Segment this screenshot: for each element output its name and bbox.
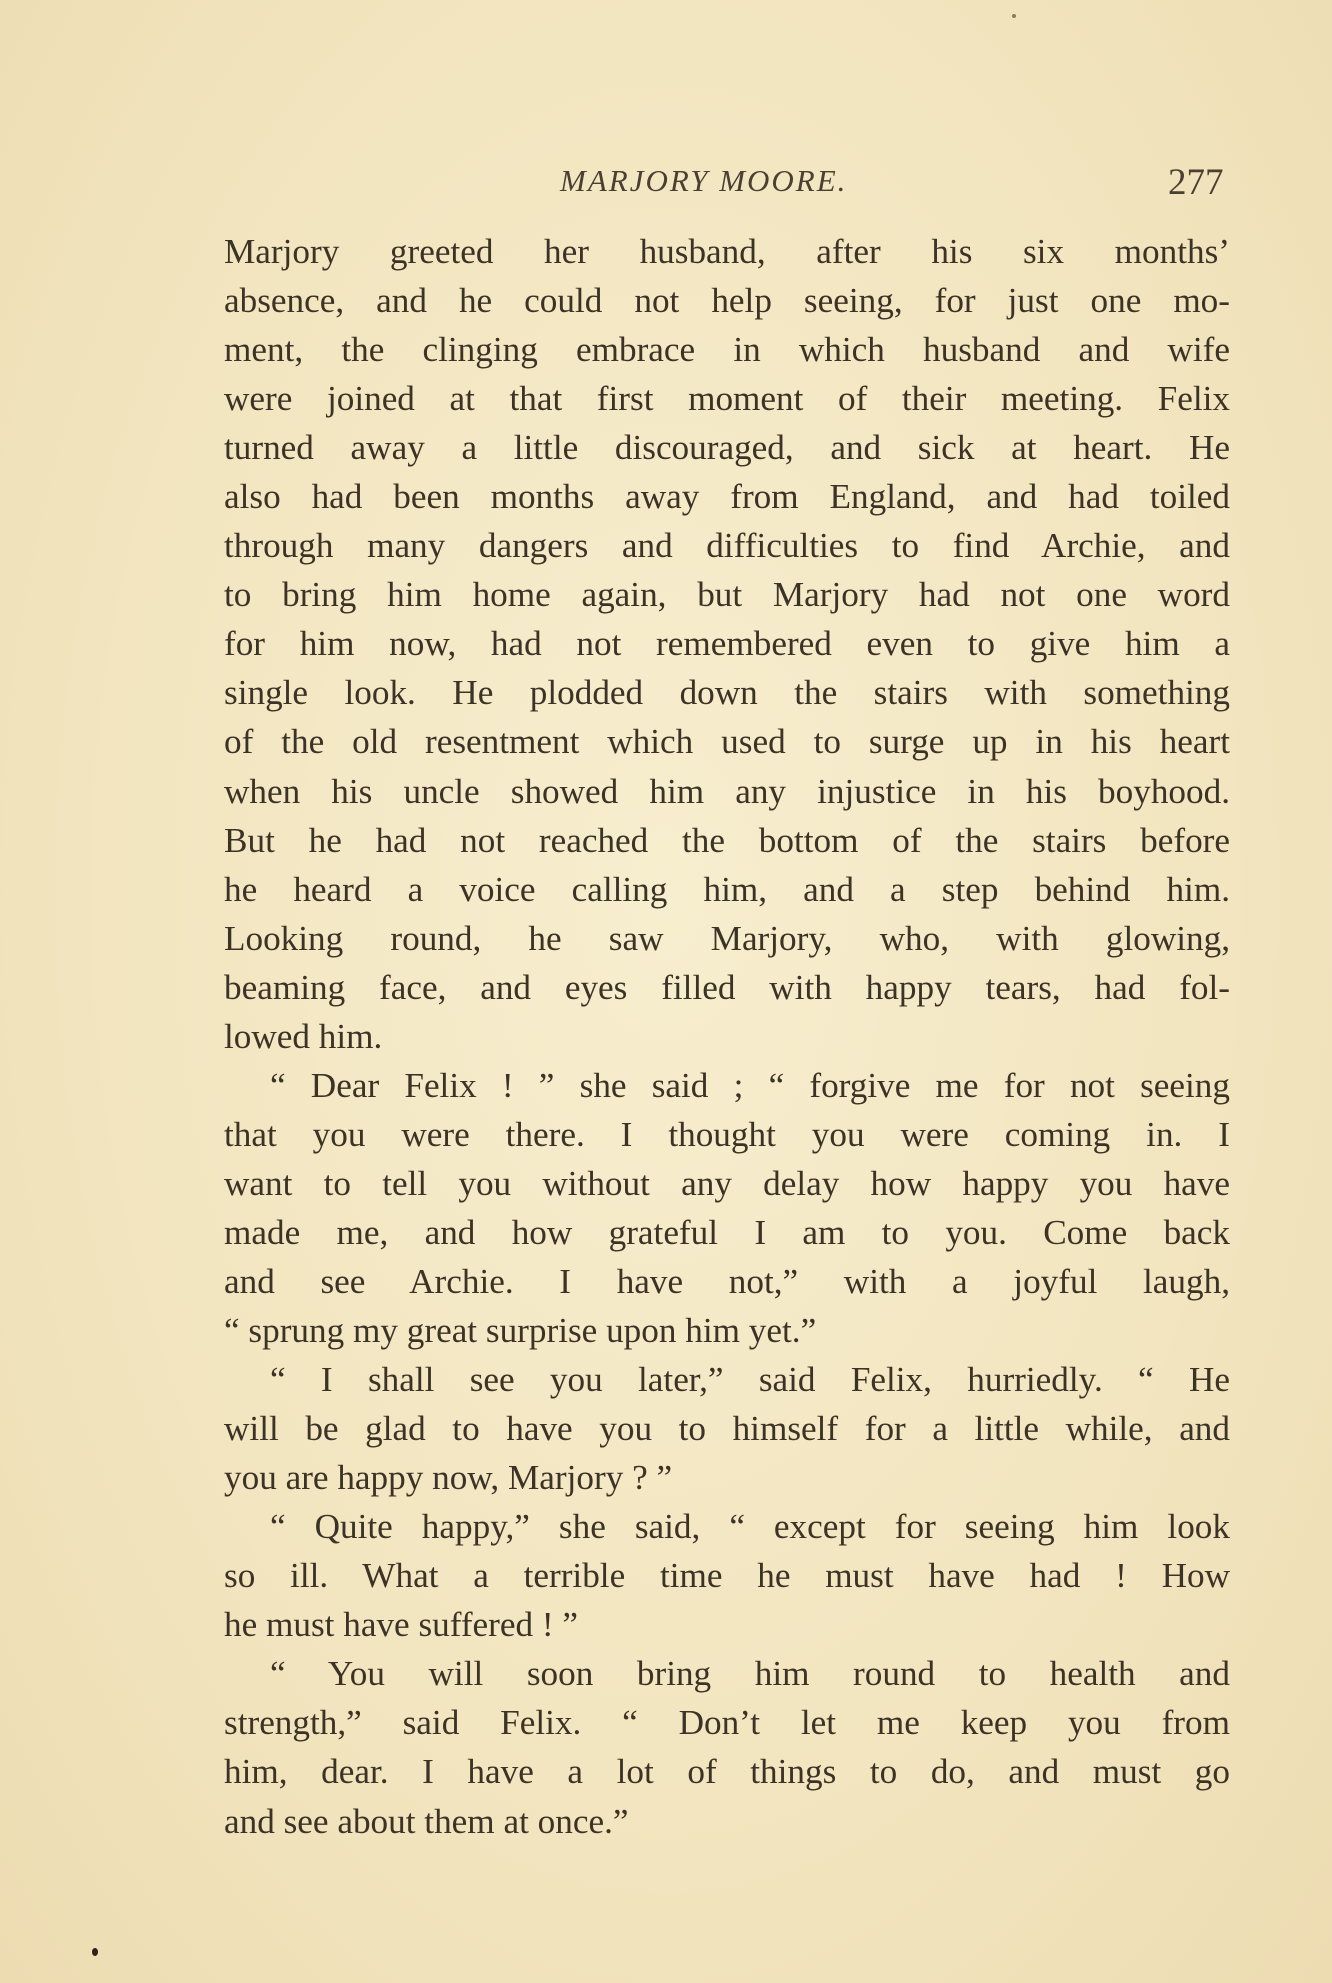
text-line: But he had not reached the bottom of the stairs before [224,820,1230,860]
text-line: were joined at that first moment of their meeting. Felix [224,379,1230,419]
text-line: for him now, had not remembered even to give him a [224,624,1230,664]
text-line: single look. He plodded down the stairs with something [224,673,1230,713]
text-line: to bring him home again, but Marjory had not one word [224,575,1230,615]
text-line: “ sprung my great surprise upon him yet.” [224,1311,817,1351]
text-line: and see about them at once.” [224,1801,629,1841]
text-line: so ill. What a terrible time he must have had ! How [224,1556,1230,1596]
text-line: of the old resentment which used to surge up in his heart [224,722,1230,762]
text-line: lowed him. [224,1016,383,1056]
text-line: Looking round, he saw Marjory, who, with glowing, [224,918,1230,958]
running-title: MARJORY MOORE. [560,163,848,198]
text-line: turned away a little discouraged, and sick at heart. He [224,428,1230,468]
text-line: through many dangers and difficulties to find Archie, and [224,526,1230,566]
text-line: will be glad to have you to himself for a little while, and [224,1409,1230,1449]
text-line: “ I shall see you later,” said Felix, hurriedly. “ He [270,1360,1230,1400]
text-line: also had been months away from England, and had toiled [224,477,1230,517]
text-line: “ Dear Felix ! ” she said ; “ forgive me for not seeing [270,1065,1230,1105]
text-line: him, dear. I have a lot of things to do, and must go [224,1752,1230,1792]
text-line: you are happy now, Marjory ? ” [224,1458,673,1498]
text-line: ment, the clinging embrace in which husband and wife [224,330,1230,370]
text-line: absence, and he could not help seeing, for just one mo- [224,281,1230,321]
text-line: when his uncle showed him any injustice in his boyhood. [224,771,1230,811]
running-head [0,155,1332,215]
ink-speck [92,1948,98,1956]
text-line: “ Quite happy,” she said, “ except for seeing him look [270,1507,1230,1547]
text-line: strength,” said Felix. “ Don’t let me keep you from [224,1703,1230,1743]
text-line: beaming face, and eyes filled with happy tears, had fol- [224,967,1230,1007]
text-line: Marjory greeted her husband, after his six months’ [224,232,1230,271]
text-line: “ You will soon bring him round to health and [270,1654,1230,1694]
text-line: made me, and how grateful I am to you. Come back [224,1212,1230,1252]
text-line: that you were there. I thought you were coming in. I [224,1114,1230,1154]
paper-speck [1012,14,1016,18]
text-line: want to tell you without any delay how happy you have [224,1163,1230,1203]
text-line: he heard a voice calling him, and a step behind him. [224,869,1230,909]
text-line: and see Archie. I have not,” with a joyful laugh, [224,1261,1230,1301]
text-line: he must have suffered ! ” [224,1605,579,1645]
page-number: 277 [1168,162,1224,203]
body-text [224,227,1230,1846]
